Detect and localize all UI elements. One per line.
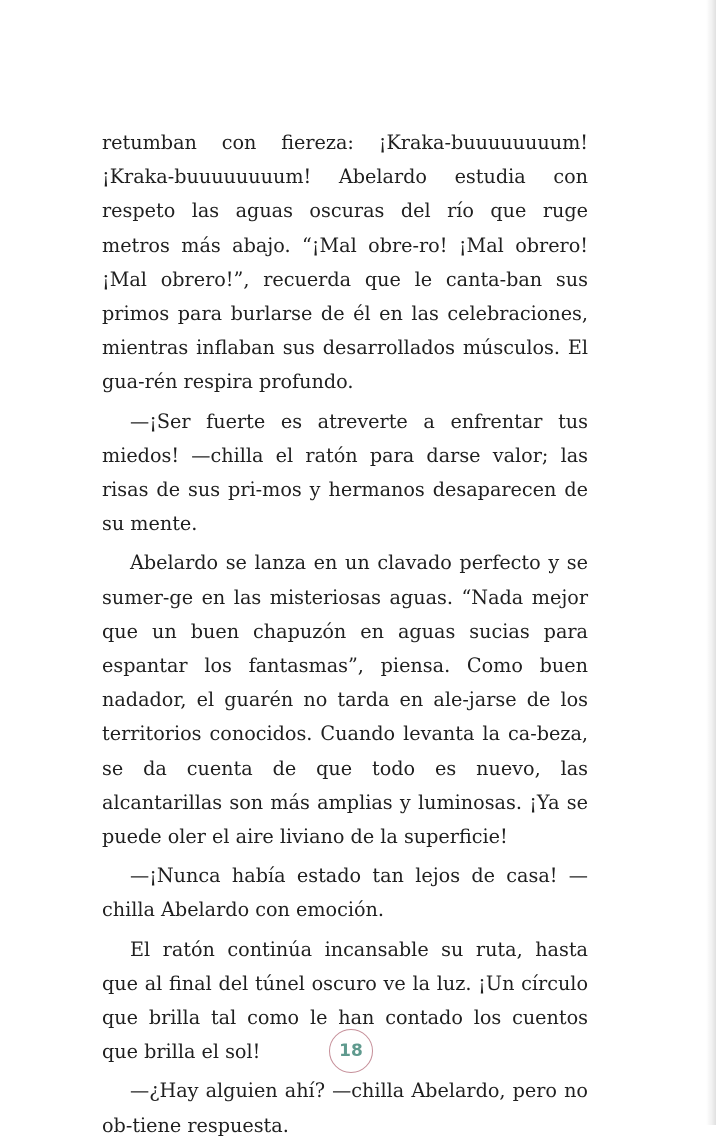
paragraph-1: retumban con fiereza: ¡Kraka-buuuuuuuum! ¡Kraka-buuuuuuuum! Abelardo estudia con respeto las aguas oscuras del río que ruge metros más abajo. “¡Mal obre-ro! ¡Mal obrero! ¡Mal obrero!”, recuerda que le canta-ban sus primos para burlarse de él en las celebraciones, mientras inflaban sus desarrollados músculos. El gua-rén respira profundo. [102, 131, 588, 394]
body-text [102, 126, 588, 1148]
paragraph-3: Abelardo se lanza en un clavado perfecto y se sumer-ge en las misteriosas aguas. “Nada mejor que un buen chapuzón en aguas sucias para espantar los fantasmas”, piensa. Como buen nadador, el guarén no tarda en ale-jarse de los territorios conocidos. Cuando levanta la ca-beza, se da cuenta de que todo es nuevo, las alcantarillas son más amplias y luminosas. ¡Ya se puede oler el aire liviano de la superficie! [102, 551, 588, 849]
paragraph-6: —¿Hay alguien ahí? —chilla Abelardo, pero no ob-tiene respuesta. [102, 1079, 588, 1137]
paragraph-5: El ratón continúa incansable su ruta, hasta que al final del túnel oscuro ve la luz. ¡Un círculo que brilla tal como le han contado los cuentos que brilla el sol! [102, 937, 588, 1064]
page-gutter-shadow [706, 0, 716, 1125]
paragraph-2: —¡Ser fuerte es atreverte a enfrentar tus miedos! —chilla el ratón para darse valor; las risas de sus pri-mos y hermanos desaparecen de su mente. [102, 409, 588, 536]
page-number: 18 [329, 1029, 373, 1073]
paragraph-4: —¡Nunca había estado tan lejos de casa! —chilla Abelardo con emoción. [102, 864, 588, 922]
